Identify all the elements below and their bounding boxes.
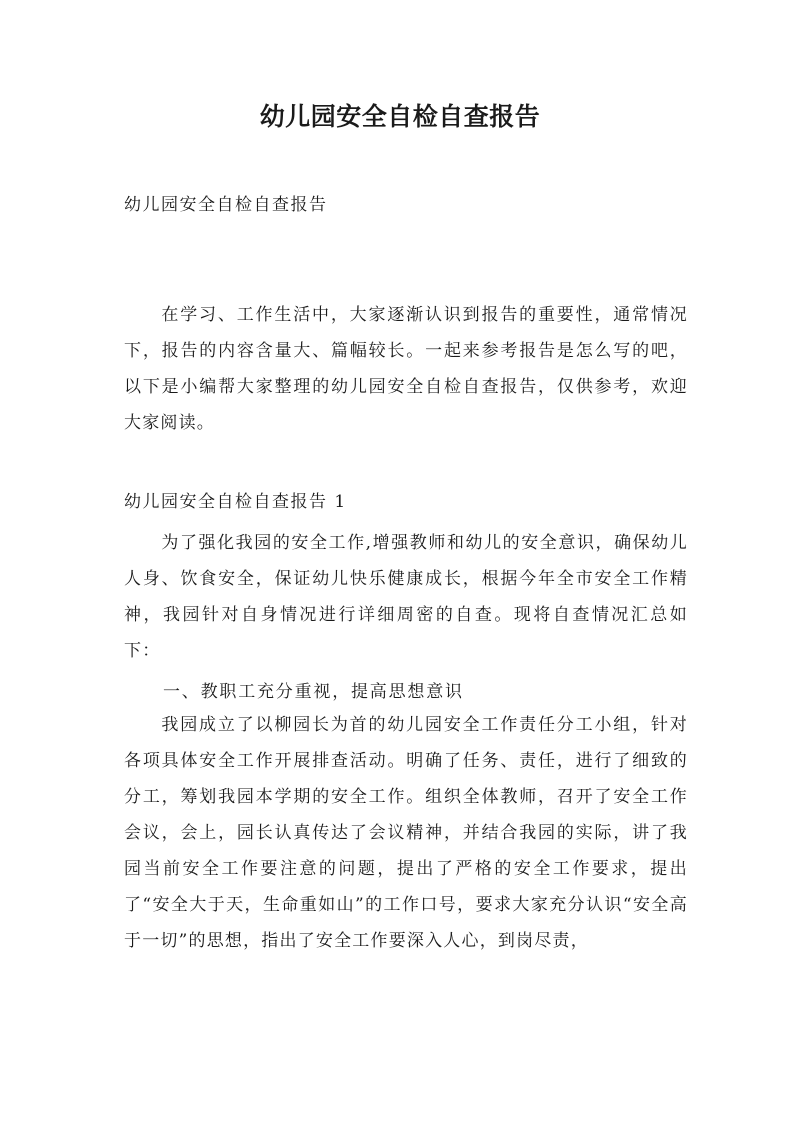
subsection-heading: 一、教职工充分重视，提高思想意识 bbox=[163, 682, 464, 702]
body-paragraph: 为了强化我园的安全工作,增强教师和幼儿的安全意识，确保幼儿人身、饮食安全，保证幼儿快乐健康成长，根据今年全市安全工作精神，我园针对自身情况进行详细周密的自查。现将自查情况汇总如下： bbox=[124, 533, 688, 661]
body-paragraph: 我园成立了以柳园长为首的幼儿园安全工作责任分工小组，针对各项具体安全工作开展排查活动。明确了任务、责任，进行了细致的分工，筹划我园本学期的安全工作。组织全体教师，召开了安全工作会议，会上，园长认真传达了会议精神，并结合我园的实际，讲了我园当前安全工作要注意的问题，提出了严格的安全工作要求，提出了“安全大于天，生命重如山”的工作口号，要求大家充分认识“安全高于一切”的思想，指出了安全工作要深入人心，到岗尽责， bbox=[124, 715, 688, 951]
intro-paragraph: 在学习、工作生活中，大家逐渐认识到报告的重要性，通常情况下，报告的内容含量大、篇幅较长。一起来参考报告是怎么写的吧，以下是小编帮大家整理的幼儿园安全自检自查报告，仅供参考，欢迎大家阅读。 bbox=[124, 305, 688, 433]
section-title: 幼儿园安全自检自查报告 1 bbox=[124, 492, 347, 512]
document-subtitle: 幼儿园安全自检自查报告 bbox=[124, 195, 328, 215]
document-title: 幼儿园安全自检自查报告 bbox=[259, 102, 541, 131]
